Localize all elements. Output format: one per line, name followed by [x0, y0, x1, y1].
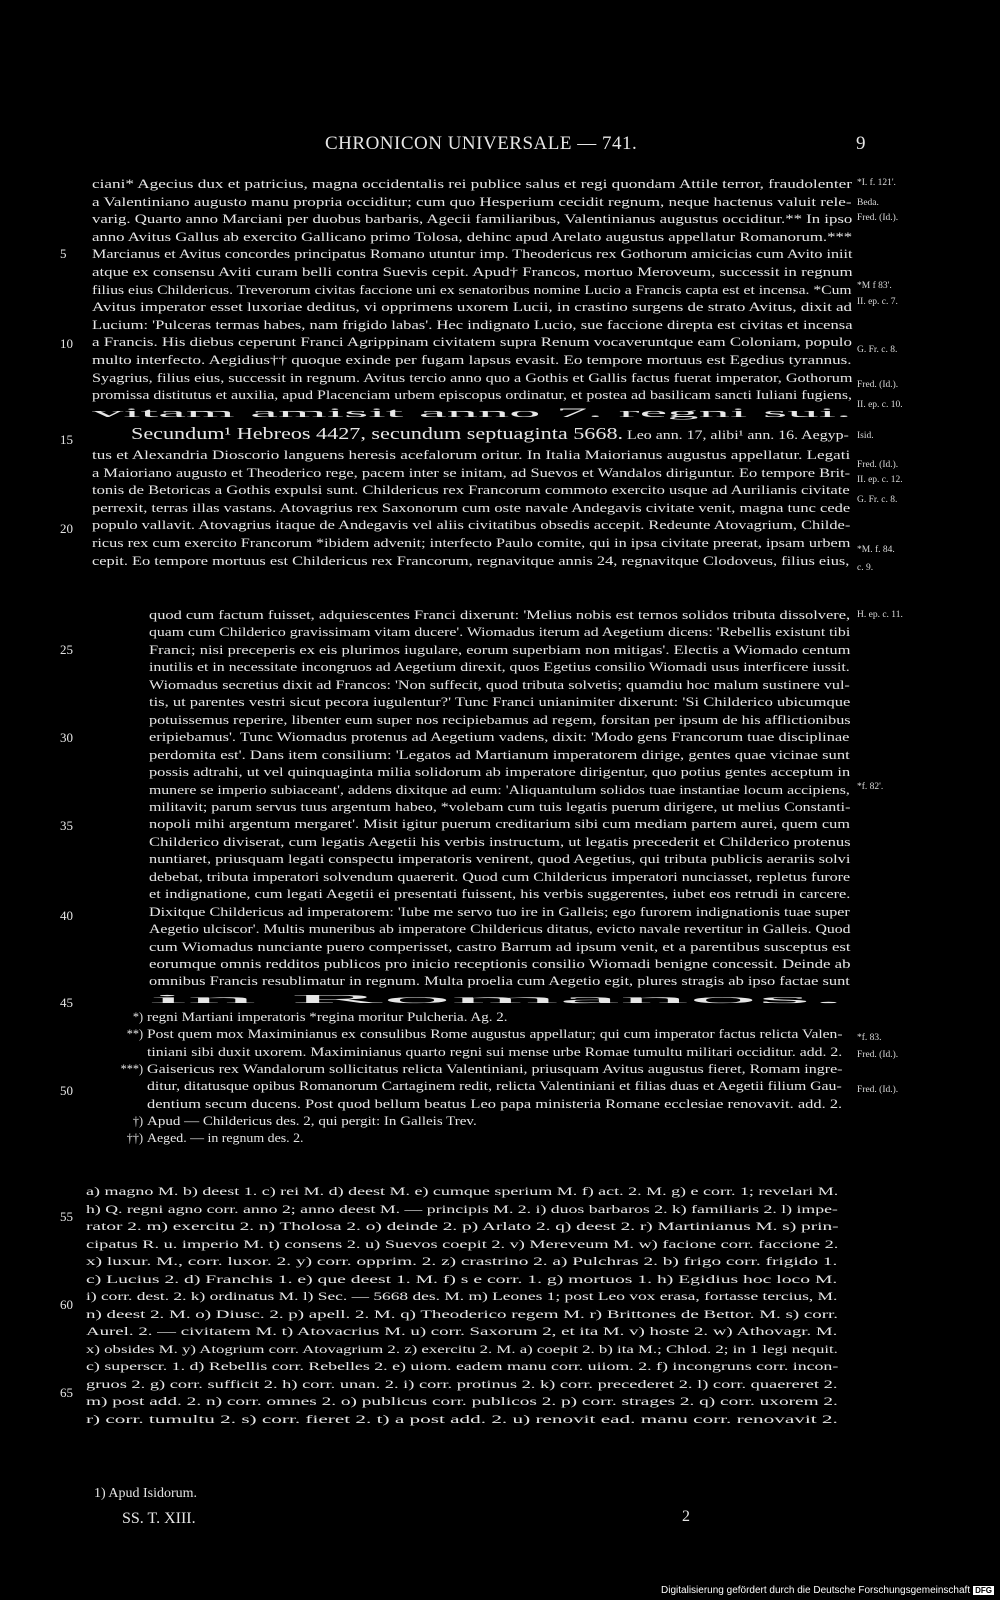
- margin-note: Isid.: [857, 431, 874, 441]
- text-line: promissa distitutus et auxilia, apud Placenciam urbem episcopus ordinatur, et postea ad basilicam sancti Iuliani fugiens,: [92, 388, 853, 403]
- indented-line: Aegetio ulciscor'. Multis muneribus ab imperatore Childericus ditatus, evicto navale revertitur in Galleis. Quod: [149, 922, 851, 937]
- margin-note: II. ep. c. 7.: [857, 297, 898, 307]
- heading-line: [131, 426, 849, 443]
- note-line: Apud — Childericus des. 2, qui pergit: In Galleis Trev.: [147, 1113, 477, 1128]
- page-number: 9: [856, 133, 866, 154]
- note-mark: ***): [120, 1061, 143, 1076]
- apparatus-line: rator 2. m) exercitu 2. n) Tholosa 2. o) deinde 2. p) Arlato 2. q) deest 2. r) Martinianus M. s) prin-: [86, 1219, 839, 1233]
- indented-line: et indignatione, cum legati Aegetii ei presentati fuissent, his verbis suggerentes, iubet eos retrudi in carcere.: [149, 887, 851, 902]
- note-line: Aeged. — in regnum des. 2.: [147, 1131, 304, 1146]
- note-mark: †): [132, 1113, 143, 1128]
- margin-note: Fred. (Id.).: [857, 213, 899, 223]
- note-line: Gaisericus rex Wandalorum sollicitatus relicta Valentiniani, priusquam Avitus augustus fieret, Romam ingre-: [147, 1061, 843, 1076]
- heading-line-rest: Leo ann. 17, alibi¹ ann. 16. Aegyp-: [623, 428, 849, 442]
- line-number: 45: [60, 995, 73, 1010]
- sheet-number: 2: [682, 1508, 690, 1525]
- margin-note: Fred. (Id.).: [857, 380, 899, 390]
- text-line: a Valentiniano augusto manu propria occiditur; cum quo Hesperium cecidit regnum, neque hactenus valuit rele-: [92, 194, 852, 209]
- indented-line: potuissemus reperire, libenter eum super nos recipiebamus ad regem, forsitan per ipsum de his afflictionibus: [149, 712, 851, 727]
- note-line: Post quem mox Maximinianus ex consulibus Rome augustus appellatur; qui cum imperator factus relicta Valen-: [147, 1027, 843, 1042]
- text-line: varig. Quarto anno Marciani per duobus barbaris, Agecii familiaribus, Valentinianus augustus occiditur.** In ipso: [92, 212, 853, 227]
- footnote: 1) Apud Isidorum.: [94, 1486, 198, 1501]
- indented-line: inutilis et in necessitate incongruos ad Aegetium direxit, quos Egetius consilio Wiomadi usus interficere iussit.: [149, 660, 850, 675]
- text-line: Avitus imperator esset luxoriae deditus, vi opprimens uxorem Lucii, in crastino surgens de strato Avitus, dixit ad: [92, 300, 853, 315]
- indented-line: munere se imperio subiaceant', addens dixitque ad eum: 'Aliquantulum solidos tuae instantiae locum accipiens,: [149, 782, 850, 797]
- text-line: Lucium: 'Pulceras termas habes, nam frigido labas'. Hec indignato Lucio, sue faccione direpta est civitas et incensa: [92, 317, 853, 332]
- indented-line: debebat, tributa imperatori solvendum quaererit. Quod cum Childericus imperatori nunciasset, repletus furore: [149, 869, 851, 884]
- line-number: 60: [60, 1297, 73, 1312]
- apparatus-line: m) post add. 2. n) corr. omnes 2. o) publicus corr. publicos 2. p) corr. strages 2. q) corr. uxorem 2.: [86, 1394, 838, 1408]
- margin-note: II. ep. c. 10.: [857, 400, 903, 410]
- text-line: Marcianus et Avitus concordes principatus Romano utuntur imp. Theodericus rex Gothorum amicicias cum Avito iniit: [92, 247, 853, 262]
- margin-note: G. Fr. c. 8.: [857, 345, 898, 355]
- indented-line: tis, ut parentes vestri sicut pecora iugulentur?' Tunc Franci unianimiter dixerunt: 'Si Childerico ubicumque: [149, 695, 851, 710]
- text-line: tonis de Betoricas a Gothis expulsi sunt. Childericus rex Francorum commoto exercito usque ad Aurilianis civitate: [92, 483, 850, 498]
- note-line: tiniani sibi duxit uxorem. Maximinianus quarto regni sui mense urbe Romae tumultu militari occiditur. add. 2.: [147, 1044, 843, 1059]
- indented-line: quod cum factum fuisset, adquiescentes Franci dixerunt: 'Melius nobis est ternos solidos tributa dissolvere,: [149, 608, 851, 622]
- line-number: 55: [60, 1209, 73, 1224]
- indented-line: Wiomadus secretius dixit ad Francos: 'Non suffecit, quod tributa solvetis; quamdiu hoc malum sustinere vul-: [149, 677, 850, 692]
- running-head-title: CHRONICON UNIVERSALE — 741.: [325, 133, 638, 154]
- margin-note: *M. f. 84.: [857, 545, 895, 555]
- text-line: a Maioriano augusto et Theoderico rege, pacem inter se initam, ad Suevos et Wandalos diriguntur. Eo tempore Brit-: [92, 465, 851, 480]
- note-line: dentium secum ducens. Post quod bellum beatus Leo papa ministeria Romane ecclesiae renovavit. add. 2.: [147, 1096, 843, 1111]
- text-line: vitam amisit anno 7. regni sui.: [92, 405, 852, 420]
- margin-note: *M f 83'.: [857, 281, 892, 291]
- indented-line: nopoli mihi argentum mergaret'. Misit igitur puerum creditarium sibi cum mediam partem aurei, quem cum: [149, 817, 850, 832]
- indented-line: cum Wiomadus nunciante puero comperisset, castro Barrum ad ipsum venit, et a parentibus susceptus est: [149, 939, 851, 954]
- credit-text: Digitalisierung gefördert durch die Deutsche Forschungsgemeinschaft: [661, 1585, 971, 1596]
- apparatus-line: a) magno M. b) deest 1. c) rei M. d) deest M. e) cumque sperium M. f) act. 2. M. g) e corr. 1; revelari M.: [86, 1184, 839, 1198]
- heading-line-era: Secundum¹ Hebreos 4427, secundum septuaginta 5668.: [131, 424, 624, 443]
- text-line: filius eius Childericus. Treverorum civitas faccione uni ex senatoribus nomine Lucio a Francis capta est et incensa. *Cum: [92, 282, 852, 297]
- margin-note: c. 9.: [857, 563, 874, 573]
- text-line: atque ex consensu Aviti curam belli contra Suevis cepit. Apud† Francos, mortuo Meroveum, successit in regnum: [92, 265, 853, 279]
- apparatus-line: h) Q. regni agno corr. anno 2; anno deest M. — principis M. 2. i) duos barbaros 2. k) familiaris 2. l) impe-: [86, 1201, 838, 1216]
- text-line: cepit. Eo tempore mortuus est Childericus rex Francorum, regnavitque annis 24, regnavitque Clodoveus, filius eius,: [92, 553, 850, 568]
- signature-mark: SS. T. XIII.: [122, 1510, 196, 1527]
- indented-line: possis adtrahi, ut vel quinquaginta milia solidorum ab imperatore dirigentur, quo potius gentes acceptum in: [149, 765, 851, 780]
- margin-note: Fred. (Id.).: [857, 460, 899, 470]
- indented-line: Childerico diviserat, cum legatis Aegetii his verbis instructum, ut legatis precederit et Childerico protenus: [149, 834, 851, 849]
- margin-note: Beda.: [857, 198, 879, 208]
- text-line: multo interfecto. Aegidius†† quoque exinde per fugam lapsus evasit. Eo tempore mortuus est Egedius tyrannus.: [92, 353, 852, 367]
- apparatus-line: gruos 2. g) corr. sufficit 2. h) corr. unan. 2. i) corr. protinus 2. k) corr. precederet 2. l) corr. quaereret 2.: [86, 1376, 838, 1391]
- apparatus-line: i) corr. dest. 2. k) ordinatus M. l) Sec. — 5668 des. M. m) Leones 1; post Leo vox erasa, fortasse tercius, M.: [86, 1289, 838, 1303]
- apparatus-line: r) corr. tumultu 2. s) corr. fieret 2. t) a post add. 2. u) renovit ead. manu corr. renovavit 2.: [86, 1411, 838, 1426]
- indented-line: eorumque omnis redditos publicos pro inicio receptionis consilio Wiomadi benigne concessit. Deinde ab: [149, 957, 851, 971]
- text-line: populo vallavit. Atovagrius itaque de Andegavis vel aliis civitatibus obsedis accepit. Redeunte Atovagrium, Childe-: [92, 518, 851, 533]
- line-number: 15: [60, 432, 73, 447]
- indented-line: perdomita est'. Dans item consilium: 'Legatos ad Martianum imperatorem dirige, gentes quae vicinae sunt: [149, 747, 850, 762]
- margin-note: Fred. (Id.).: [857, 1050, 899, 1060]
- text-line: a Francis. His diebus ceperunt Franci Agrippinam civitatem supra Renum vocaveruntque eam Coloniam, populo: [92, 335, 852, 350]
- note-mark: *): [132, 1010, 143, 1024]
- line-number: 30: [60, 730, 73, 745]
- line-number: 20: [60, 521, 73, 536]
- line-number: 50: [60, 1083, 73, 1098]
- indented-line: eripiebamus'. Tunc Wiomadus protenus ad Aegetium vadens, dixit: 'Modo gens Francorum tuae disciplinae: [149, 730, 850, 745]
- line-number: 65: [60, 1385, 73, 1400]
- indented-line: in Romanos.: [149, 991, 846, 1006]
- line-number: 10: [60, 336, 73, 351]
- indented-line: militavit; parum servus tuus argentum habeo, *volebam cum tuis legatis puerum dirigere, ut melius Constanti-: [149, 799, 851, 814]
- margin-note: H. ep. c. 11.: [857, 610, 903, 620]
- note-mark: **): [126, 1027, 143, 1042]
- digitization-credit: [661, 1585, 994, 1596]
- line-number: 5: [60, 246, 67, 261]
- text-line: perrexit, terras illas vastans. Atovagrius rex Saxonorum cum oste navale Andegavis civitate venit, magna tunc cede: [92, 500, 851, 515]
- indented-line: omnibus Francis resublimatur in regnum. Multa proelia cum Aegetio egit, plures stragis ab ipso factae sunt: [149, 974, 850, 989]
- indented-line: Dixitque Childericus ad imperatorem: 'Iube me servo tuo ire in Galleis; ego furorem indignationis tuae super: [149, 904, 850, 919]
- margin-note: II. ep. c. 12.: [857, 475, 903, 485]
- text-line: ricus rex cum exercito Francorum *ibidem advenit; interfecto Paulo comite, qui in ipsa civitate preerat, ipsam urbem: [92, 536, 851, 550]
- apparatus-line: c) superscr. 1. d) Rebellis corr. Rebelles 2. e) uiom. eadem manu corr. uiiom. 2. f) incongruns corr. incon-: [86, 1359, 839, 1373]
- margin-note: *f. 83.: [857, 1033, 882, 1043]
- text-line: tus et Alexandria Dioscorio languens heresis acefalorum oritur. In Italia Maiorianus augustus appellatur. Legati: [92, 448, 851, 462]
- apparatus-line: c) Lucius 2. d) Franchis 1. e) que deest 1. M. f) s e corr. 1. g) mortuos 1. h) Egidius hoc loco M.: [86, 1271, 838, 1286]
- indented-line: quam cum Childerico gravissimam vitam ducere'. Wiomadus iterum ad Aegetium dicens: 'Rebellis existunt tibi: [149, 625, 851, 640]
- indented-line: Franci; nisi preceperis ex eis plurimos iugulare, eorum superbiam non mitigas'. Electis a Wiomado centum: [149, 642, 851, 657]
- line-number: 40: [60, 908, 73, 923]
- note-mark: ††): [126, 1131, 143, 1146]
- text-line: Syagrius, filius eius, successit in regnum. Avitus tercio anno quo a Gothis et Gallis factus fuerat imperator, Gothorum: [92, 370, 853, 385]
- line-number: 35: [60, 818, 73, 833]
- apparatus-line: n) deest 2. M. o) Diusc. 2. p) apell. 2. M. q) Theoderico regem M. r) Brittones de Bettor. M. s) corr.: [86, 1306, 839, 1321]
- text-line: ciani* Agecius dux et patricius, magna occidentalis rei publice salus et regi quondam Attile terror, fraudolenter: [92, 177, 852, 191]
- apparatus-line: cipatus R. u. imperio M. t) consens 2. u) Suevos coepit 2. v) Mereveum M. w) facione corr. faccione 2.: [86, 1236, 839, 1251]
- apparatus-line: Aurel. 2. — civitatem M. t) Atovacrius M. u) corr. Saxorum 2, et ita M. v) hoste 2. w) Athovagr. M.: [86, 1324, 838, 1338]
- note-line: regni Martiani imperatoris *regina moritur Pulcheria. Ag. 2.: [147, 1010, 508, 1024]
- dfg-logo: DFG: [975, 1586, 992, 1595]
- indented-line: nuntiaret, priusquam legati conspectu imperatoris venirent, quod Aegetius, qui tributa publicis aerariis solvi: [149, 852, 851, 867]
- note-line: ditur, ditatusque opibus Romanorum Cartaginem redit, relicta Valentiniani et filias duas et Aegetii filium Gau-: [147, 1079, 842, 1094]
- margin-note: G. Fr. c. 8.: [857, 495, 898, 505]
- line-number: 25: [60, 642, 73, 657]
- apparatus-line: x) luxur. M., corr. luxor. 2. y) corr. opprim. 2. z) crastrino 2. a) Pulchras 2. b) frigo corr. frigido 1.: [86, 1254, 838, 1268]
- margin-note: *I. f. 121'.: [857, 178, 896, 188]
- margin-note: Fred. (Id.).: [857, 1085, 899, 1095]
- apparatus-line: x) obsides M. y) Atogrium corr. Atovagrium 2. z) exercitu 2. M. a) coepit 2. b) ita M.; Chlod. 2; in 1 legi nequit.: [86, 1341, 838, 1356]
- text-line: anno Avitus Gallus ab exercito Gallicano primo Tolosa, dehinc apud Arelato augustus appellatur Romanorum.***: [92, 229, 853, 244]
- margin-note: *f. 82'.: [857, 782, 884, 792]
